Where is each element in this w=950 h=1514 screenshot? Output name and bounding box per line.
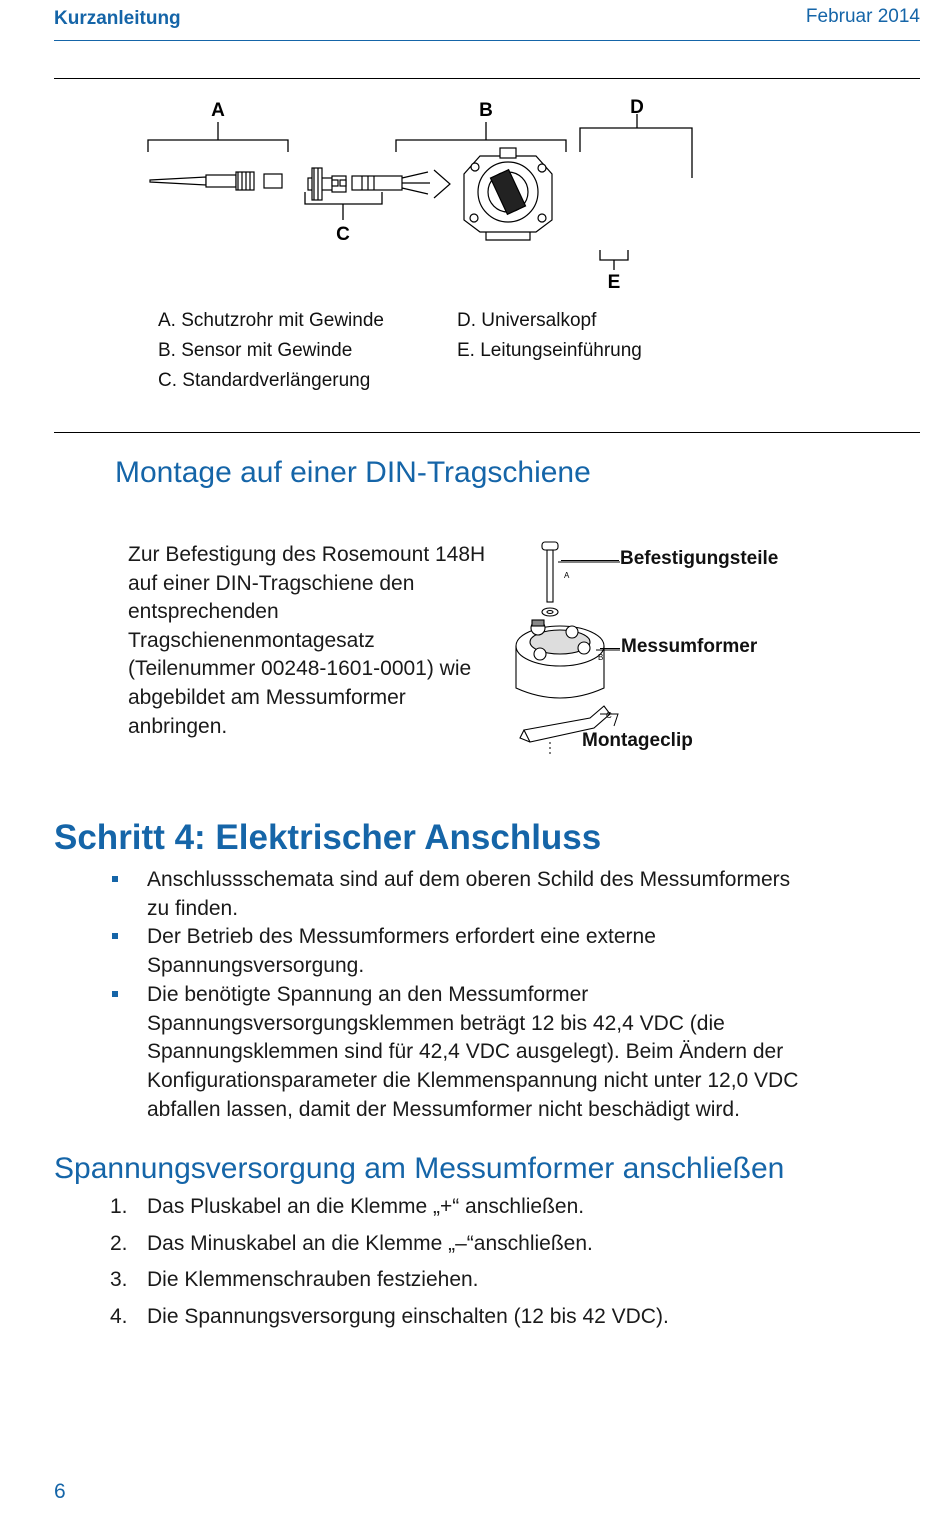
bullet-item: [112, 923, 872, 980]
callout-line: [561, 560, 619, 561]
bracket-e: [600, 250, 628, 260]
bullet-item: [112, 866, 872, 923]
legend-item: B. Sensor mit Gewinde: [158, 340, 353, 361]
bullet-line: abfallen lassen, damit der Messumformer nicht beschädigt wird.: [147, 1097, 740, 1121]
bracket-d: [580, 128, 692, 178]
step-item: [110, 1305, 669, 1329]
bullet-icon: [112, 876, 118, 882]
power-heading: Spannungsversorgung am Messumformer anschließen: [54, 1152, 785, 1185]
step4-heading: Schritt 4: Elektrischer Anschluss: [54, 818, 602, 857]
step-number: 3.: [110, 1268, 128, 1291]
small-label-b: B: [598, 653, 604, 662]
callout-hardware: Befestigungsteile: [620, 548, 779, 569]
legend-column-1: [158, 306, 384, 396]
callout-transmitter: Messumformer: [621, 636, 758, 657]
step-item: [110, 1195, 584, 1219]
label-b: B: [479, 100, 493, 121]
small-label-a: A: [564, 571, 570, 580]
bullet-item: [112, 981, 872, 1125]
header-rule: [54, 40, 920, 41]
step-text: Das Minuskabel an die Klemme „–“anschließen.: [147, 1232, 593, 1255]
bullet-line: Der Betrieb des Messumformers erfordert eine externe: [147, 925, 656, 948]
bullet-line: Anschlussschemata sind auf dem oberen Schild des Messumformers: [147, 868, 791, 891]
bracket-b: [396, 140, 566, 152]
step-number: 1.: [110, 1195, 128, 1218]
figure-bottom-rule: [54, 432, 920, 433]
bullet-line: Konfigurationsparameter die Klemmenspannung nicht unter 12,0 VDC: [147, 1069, 799, 1093]
step-item: [110, 1268, 479, 1292]
legend-item: A. Schutzrohr mit Gewinde: [158, 310, 384, 331]
label-d: D: [630, 97, 644, 118]
bullet-line: zu finden.: [147, 896, 239, 920]
step-number: 4.: [110, 1305, 128, 1328]
header-date: Februar 2014: [805, 6, 920, 27]
legend-item: E. Leitungseinführung: [457, 340, 642, 361]
callout-line: [600, 648, 620, 649]
step-text: Die Spannungsversorgung einschalten (12 bis 42 VDC).: [147, 1305, 669, 1328]
screw-icon: [542, 542, 558, 550]
din-rail-heading: Montage auf einer DIN-Tragschiene: [115, 456, 591, 489]
page-number: 6: [54, 1480, 66, 1503]
step-item: [110, 1232, 593, 1256]
universal-head-icon: [464, 148, 552, 240]
din-rail-paragraph: Zur Befestigung des Rosemount 148H auf einer DIN-Tragschiene den entsprechenden Tragschienenmontagesatz (Teilenummer 00248-1601-0001) wie abgebildet am Messumformer anbringen.: [128, 543, 486, 738]
step-number: 2.: [110, 1232, 128, 1255]
bullet-line: Spannungsversorgungsklemmen beträgt 12 bis 42,4 VDC (die: [147, 1011, 725, 1035]
label-e: E: [607, 272, 621, 292]
sensor-icon: [332, 170, 450, 198]
bullet-line: Spannungsversorgung.: [147, 953, 365, 977]
legend-column-2: [457, 306, 642, 366]
legend-item: D. Universalkopf: [457, 310, 597, 331]
bracket-a: [148, 140, 288, 152]
assembly-figure: [140, 92, 720, 292]
transmitter-icon: [516, 620, 604, 698]
header-title: Kurzanleitung: [54, 8, 181, 29]
thermowell-icon: [150, 172, 282, 190]
small-label-c: C: [606, 711, 612, 720]
bullet-icon: [112, 933, 118, 939]
figure-top-rule: [54, 78, 920, 79]
legend-item: C. Standardverlängerung: [158, 370, 371, 391]
bullet-line: Spannungsklemmen sind für 42,4 VDC ausgelegt). Beim Ändern der: [147, 1040, 784, 1064]
callout-clip: Montageclip: [582, 730, 693, 751]
step-text: Das Pluskabel an die Klemme „+“ anschließen.: [147, 1195, 585, 1218]
label-c: C: [336, 224, 350, 245]
bullet-icon: [112, 991, 118, 997]
bullet-line: Die benötigte Spannung an den Messumformer: [147, 983, 589, 1006]
label-a: A: [211, 100, 225, 121]
step-text: Die Klemmenschrauben festziehen.: [147, 1268, 479, 1291]
